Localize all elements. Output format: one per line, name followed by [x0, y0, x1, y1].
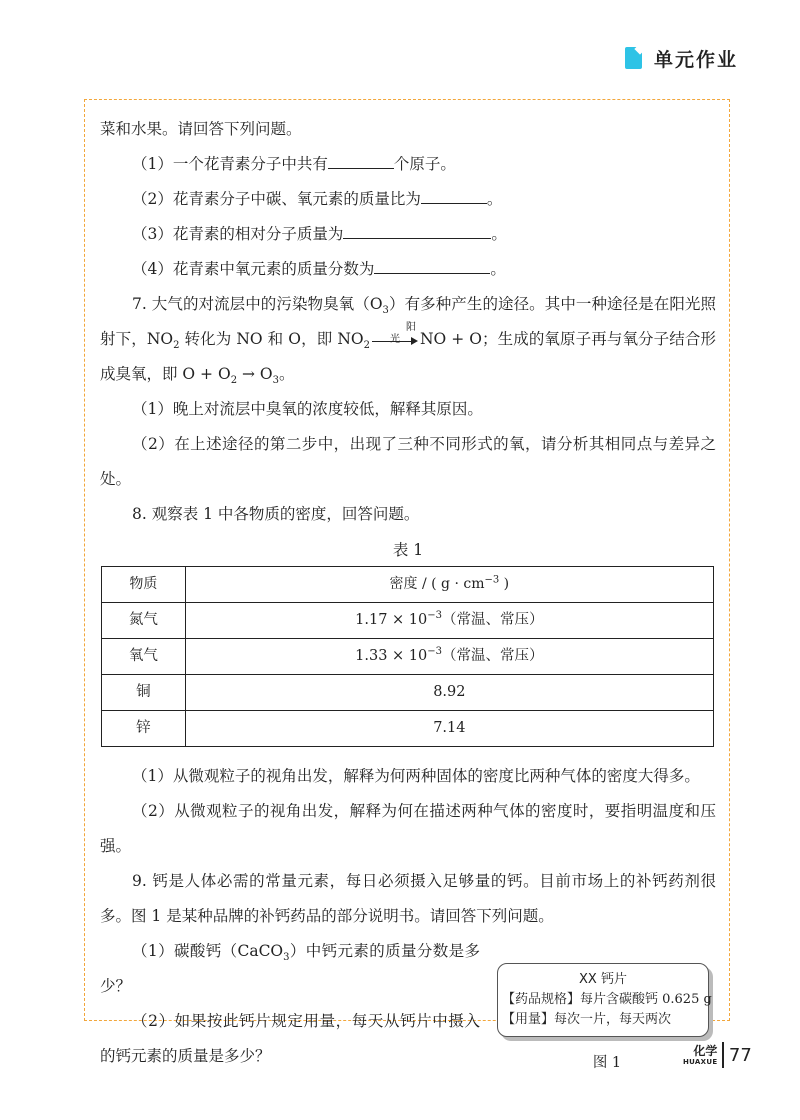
arrow-line — [372, 341, 414, 342]
q6-sub2-text: （2）花青素分子中碳、氧元素的质量比为 — [132, 190, 421, 208]
table-caption: 表 1 — [392, 541, 424, 559]
calcium-label-card — [497, 963, 712, 1037]
table-row — [102, 675, 714, 711]
q7-sub-1: 3 — [382, 305, 389, 317]
q9-sub1-subscript: 3 — [283, 952, 290, 964]
cell-density: 7.14 — [185, 711, 713, 747]
q6-sub1-tail: 个原子。 — [393, 155, 456, 173]
q6-sub3-text: （3）花青素的相对分子质量为 — [132, 225, 344, 243]
q7-text-6: 。 — [279, 365, 295, 383]
q9-body — [100, 934, 716, 1074]
q8-sub1: （1）从微观粒子的视角出发，解释为何两种固体的密度比两种气体的密度大得多。 — [132, 767, 700, 785]
reaction-arrow — [372, 322, 418, 348]
q7-sub-2: 2 — [173, 340, 180, 352]
q6-sub4 — [100, 252, 716, 287]
cell-substance: 锌 — [102, 711, 186, 747]
header-density-text: 密度 / ( g · cm — [389, 576, 485, 592]
q7-text-3: 转化为 NO 和 O，即 NO — [179, 330, 364, 348]
density-table — [101, 566, 714, 747]
q7-sub-4: 2 — [230, 375, 238, 387]
page-content — [100, 112, 716, 1074]
q7-sub-5: 3 — [272, 375, 279, 387]
q6-sub2 — [100, 182, 716, 217]
q6-sub4-tail: 。 — [490, 260, 506, 278]
section-marker-icon — [625, 47, 642, 69]
answer-blank[interactable] — [421, 185, 487, 204]
cell-substance: 氧气 — [102, 639, 186, 675]
q7-text-5: → O — [237, 365, 273, 383]
density-exp: −3 — [427, 610, 443, 622]
q9-sub1-text: （1）碳酸钙（CaCO — [132, 942, 284, 960]
header-density — [185, 567, 713, 603]
footer-divider — [722, 1042, 724, 1068]
density-exp: −3 — [427, 646, 443, 658]
q8-intro: 8. 观察表 1 中各物质的密度，回答问题。 — [132, 505, 420, 523]
q9-intro: 9. 钙是人体必需的常量元素，每日必须摄入足够量的钙。目前市场上的补钙药剂很多。图 1 是某种品牌的补钙药品的部分说明书。请回答下列问题。 — [100, 872, 716, 925]
cell-substance: 铜 — [102, 675, 186, 711]
reaction-condition: 阳光 — [389, 322, 416, 345]
card-title: XX 钙片 — [579, 972, 627, 987]
q7-sub-3: 2 — [363, 340, 370, 352]
table-row — [102, 639, 714, 675]
page-number: 77 — [728, 1044, 752, 1066]
q9-sub1 — [100, 934, 480, 1004]
arrow-head-icon — [411, 337, 418, 345]
q6-sub1 — [100, 147, 716, 182]
card-dosage: 【用量】每次一片，每天两次 — [502, 1012, 672, 1027]
density-base: 1.17 × 10 — [355, 612, 428, 628]
q8-sub2: （2）从微观粒子的视角出发，解释为何在描述两种气体的密度时，要指明温度和压强。 — [100, 802, 716, 855]
q7-stem — [100, 287, 716, 392]
cell-density — [185, 639, 713, 675]
section-title: 单元作业 — [654, 48, 739, 71]
table-row — [102, 603, 714, 639]
q9-sub1-tail: ）中钙元素的质量分数是多少？ — [100, 942, 480, 995]
cell-density — [185, 603, 713, 639]
q6-sub2-tail: 。 — [486, 190, 503, 208]
header-substance: 物质 — [102, 567, 186, 603]
density-condition: （常温、常压） — [442, 612, 544, 628]
q7-text-1: 7. 大气的对流层中的污染物臭氧（O — [132, 295, 383, 313]
q6-sub1-text: （1）一个花青素分子中共有 — [132, 155, 328, 173]
q6-sub4-text: （4）花青素中氧元素的质量分数为 — [132, 260, 375, 278]
answer-blank[interactable] — [328, 150, 394, 169]
header-density-tail: ) — [499, 576, 510, 592]
q9-sub2: （2）如果按此钙片规定用量，每天从钙片中摄入的钙元素的质量是多少？ — [100, 1012, 480, 1065]
q9-questions — [100, 934, 480, 1074]
answer-blank[interactable] — [374, 255, 490, 274]
section-header — [625, 44, 738, 72]
density-table-block — [100, 540, 716, 747]
q6-intro: 菜和水果。请回答下列问题。 — [100, 120, 302, 138]
table-row — [102, 711, 714, 747]
card-spec: 【药品规格】每片含碳酸钙 0.625 g — [502, 992, 712, 1007]
header-density-exp: −3 — [484, 574, 500, 586]
q6-sub3-tail: 。 — [491, 225, 507, 243]
figure-caption: 图 1 — [592, 1055, 622, 1071]
density-condition: （常温、常压） — [442, 648, 544, 664]
q7-sub2: （2）在上述途径的第二步中，出现了三种不同形式的氧，请分析其相同点与差异之处。 — [100, 435, 716, 488]
q7-sub1: （1）晚上对流层中臭氧的浓度较低，解释其原因。 — [132, 400, 483, 418]
subject-brand — [683, 1045, 717, 1066]
page-footer — [683, 1042, 752, 1068]
q7-text-2: ）有多种产生的途径。其中一种途径是在阳光照射下，NO — [100, 295, 716, 348]
table-header-row — [102, 567, 714, 603]
answer-blank[interactable] — [343, 220, 491, 239]
q7-text-4: NO + O；生成的氧原子再与氧分子结合形成臭氧，即 O + O — [100, 330, 716, 383]
subject-pinyin: HUAXUE — [683, 1057, 718, 1066]
cell-density: 8.92 — [185, 675, 713, 711]
subject-name: 化学 — [693, 1043, 718, 1058]
density-base: 1.33 × 10 — [355, 648, 428, 664]
q6-sub3 — [100, 217, 716, 252]
cell-substance: 氮气 — [102, 603, 186, 639]
